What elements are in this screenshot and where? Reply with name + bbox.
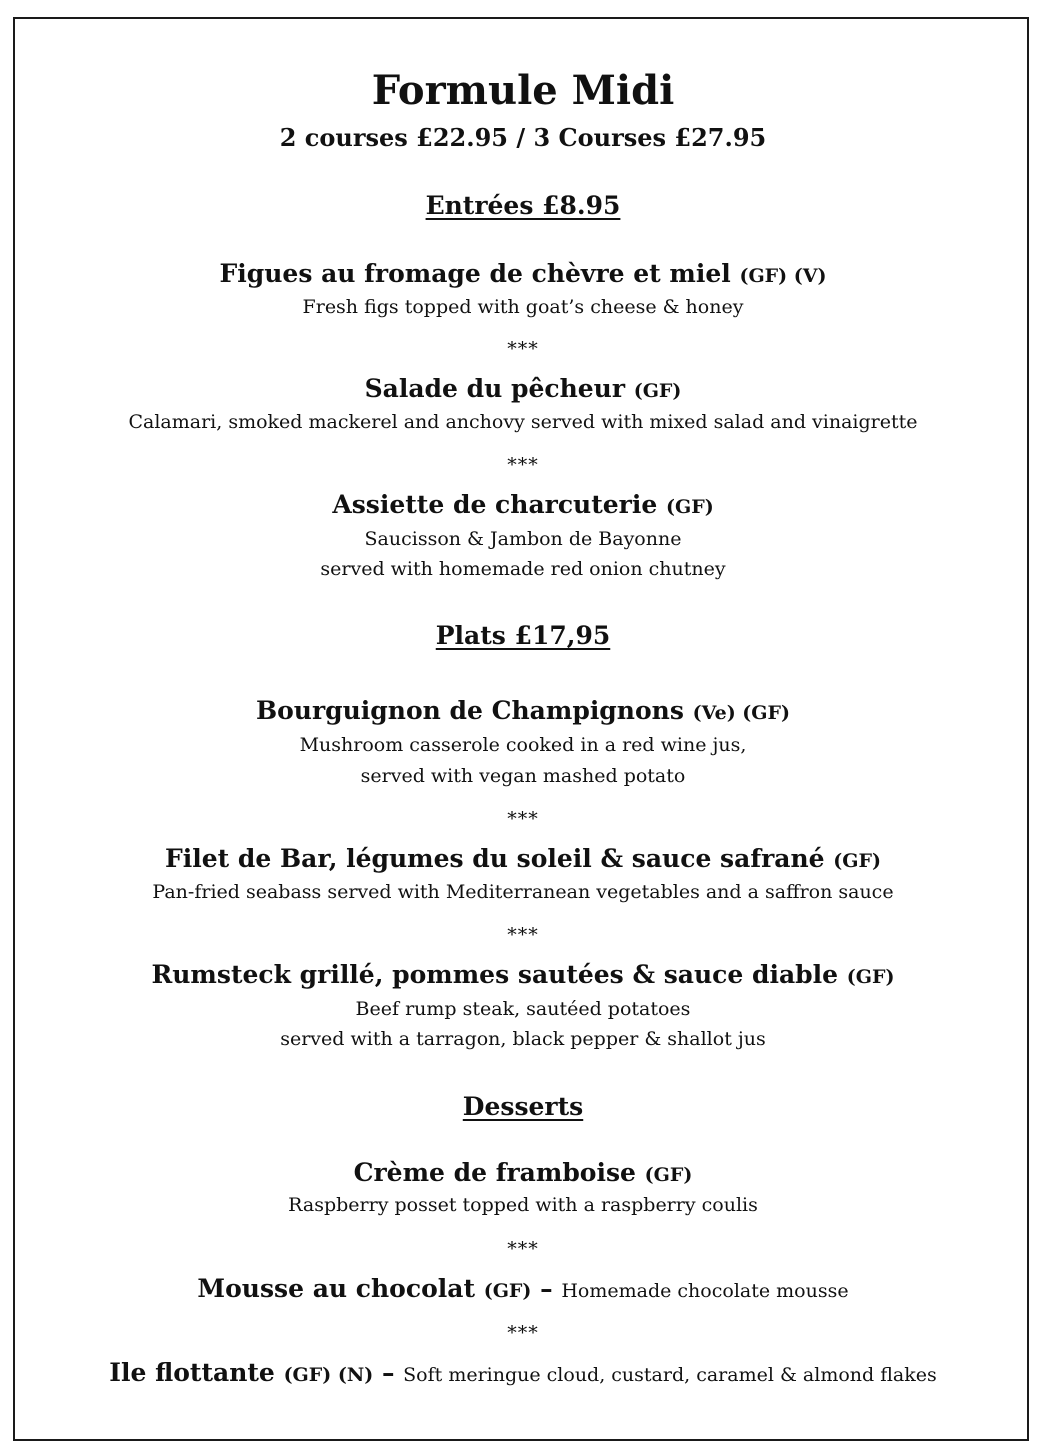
- dish-title: Assiette de charcuterie: [332, 490, 658, 519]
- dish-name: [15, 694, 1031, 730]
- dish-description: Raspberry posset topped with a raspberry coulis: [288, 1194, 758, 1216]
- dish-description: Soft meringue cloud, custard, caramel & almond flakes: [403, 1364, 937, 1386]
- section-heading-entrees: Entrées £8.95: [425, 191, 621, 220]
- dish-description: served with vegan mashed potato: [360, 765, 686, 787]
- dish-name: [15, 1356, 1031, 1392]
- dish-title: Filet de Bar, légumes du soleil & sauce safrané: [165, 844, 825, 873]
- dietary-tags: (GF): [644, 1164, 693, 1186]
- dietary-tags: (GF) (N): [283, 1364, 374, 1386]
- dish-description: Homemade chocolate mousse: [561, 1280, 849, 1302]
- dish-description: Pan-fried seabass served with Mediterranean vegetables and a saffron sauce: [152, 881, 894, 903]
- dish-title: Bourguignon de Champignons: [256, 696, 684, 725]
- dish-name: [15, 1156, 1031, 1192]
- menu-frame: [13, 17, 1029, 1441]
- dish-title: Ile flottante: [109, 1358, 275, 1387]
- dietary-tags: (GF): [846, 966, 895, 988]
- section-heading-plats: Plats £17,95: [435, 621, 611, 650]
- dish-title: Salade du pêcheur: [364, 374, 625, 403]
- dish-separator: ***: [507, 1322, 539, 1344]
- dish-name: [15, 488, 1031, 524]
- dash: –: [540, 1274, 553, 1303]
- dish-name: [15, 842, 1031, 878]
- menu-title: Formule Midi: [371, 67, 675, 114]
- dish-separator: ***: [507, 1238, 539, 1260]
- dish-name: [15, 257, 1031, 293]
- dish-separator: ***: [507, 808, 539, 830]
- dietary-tags: (GF): [665, 496, 714, 518]
- dish-separator: ***: [507, 338, 539, 360]
- dietary-tags: (GF): [833, 850, 881, 872]
- dish-separator: ***: [507, 454, 539, 476]
- dish-name: [15, 372, 1031, 408]
- dish-description: Calamari, smoked mackerel and anchovy served with mixed salad and vinaigrette: [128, 411, 918, 433]
- dish-description: served with homemade red onion chutney: [320, 558, 726, 580]
- dish-name: [15, 958, 1031, 994]
- dish-name: [15, 1272, 1031, 1308]
- dish-description: Fresh figs topped with goat’s cheese & honey: [302, 296, 744, 318]
- menu-price-subtitle: 2 courses £22.95 / 3 Courses £27.95: [279, 123, 767, 152]
- dish-description: Mushroom casserole cooked in a red wine jus,: [299, 734, 747, 756]
- dish-title: Rumsteck grillé, pommes sautées & sauce diable: [151, 960, 839, 989]
- dietary-tags: (Ve) (GF): [692, 702, 790, 724]
- dash: –: [381, 1358, 395, 1387]
- dish-title: Figues au fromage de chèvre et miel: [219, 259, 731, 288]
- dish-description: Saucisson & Jambon de Bayonne: [364, 528, 682, 550]
- dish-separator: ***: [507, 924, 539, 946]
- dish-title: Crème de framboise: [353, 1158, 636, 1187]
- dish-description: Beef rump steak, sautéed potatoes: [355, 998, 691, 1020]
- section-heading-desserts: Desserts: [462, 1092, 584, 1121]
- dish-title: Mousse au chocolat: [197, 1274, 475, 1303]
- dietary-tags: (GF): [483, 1280, 532, 1302]
- dietary-tags: (GF): [633, 380, 682, 402]
- dietary-tags: (GF) (V): [739, 265, 827, 287]
- dish-description: served with a tarragon, black pepper & shallot jus: [280, 1028, 766, 1050]
